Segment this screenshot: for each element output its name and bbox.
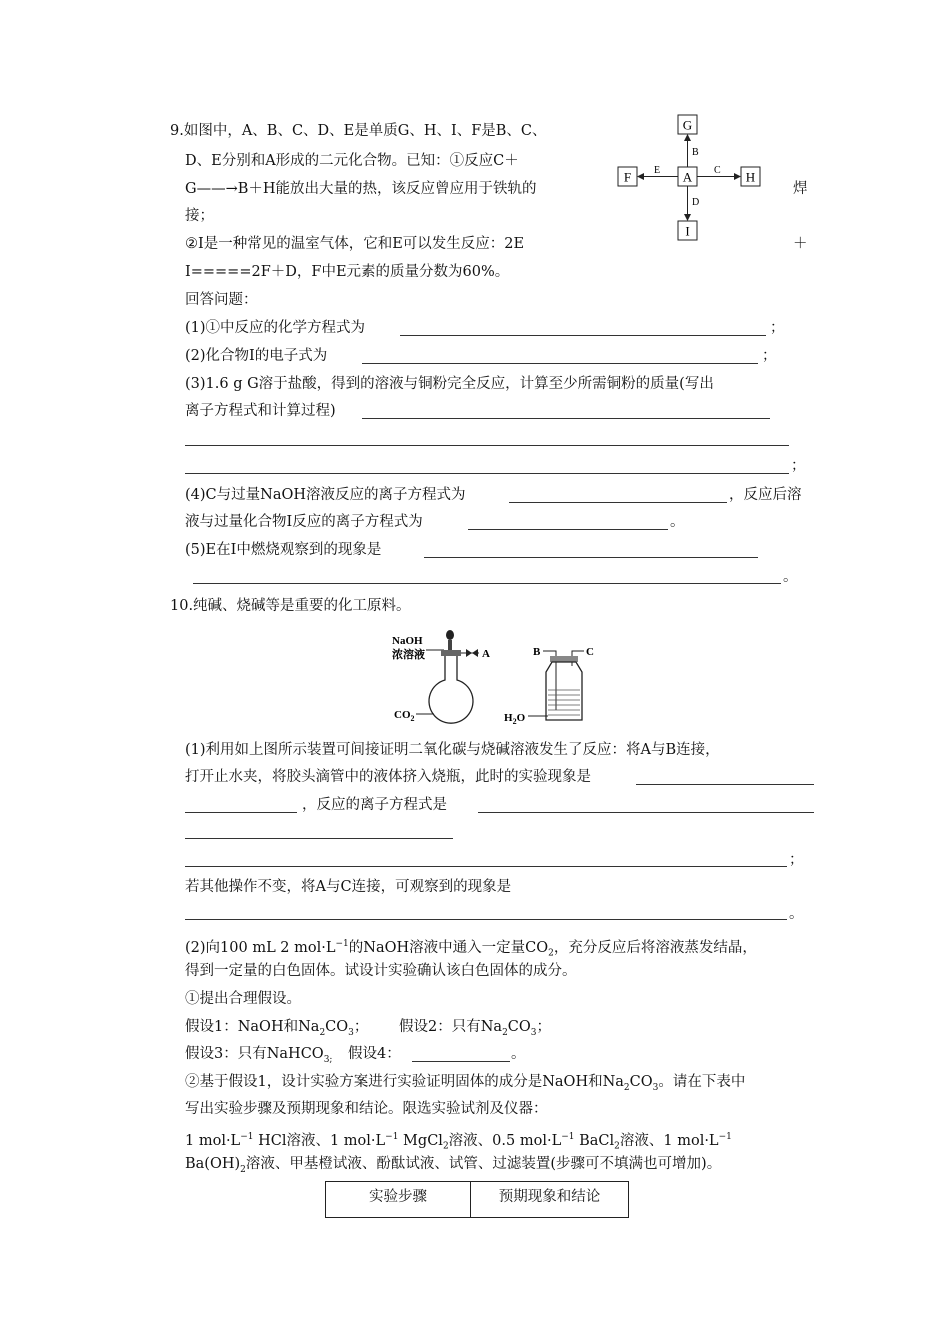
- hypothesis-2: 假设2：只有$Na_2CO_3$；: [399, 1019, 552, 1038]
- q9-line-5: ②I是一种常见的温室气体，它和E可以发生反应：2E: [185, 236, 525, 252]
- answer-line[interactable]: [185, 866, 787, 867]
- table-header-row: [326, 1182, 629, 1218]
- label-naoh: NaOH: [392, 635, 423, 647]
- box-G: [678, 115, 697, 134]
- answer-line[interactable]: [468, 529, 668, 530]
- label-A: A: [482, 648, 490, 660]
- dropper-bulb: [446, 630, 454, 640]
- q10-s1d-end: 。: [789, 906, 804, 922]
- header-results: 预期现象和结论: [471, 1182, 629, 1218]
- svg-text:I: I: [685, 223, 690, 239]
- box-F: [618, 167, 637, 186]
- arrow-label-D: D: [692, 197, 700, 208]
- arrow-label-B: B: [692, 147, 699, 158]
- box-H: [741, 167, 760, 186]
- arrow-label-E: E: [654, 165, 661, 176]
- answer-line[interactable]: [362, 418, 770, 419]
- q9-part-3b: 离子方程式和计算过程): [185, 403, 336, 419]
- q10-s2d: ②基于假设1，设计实验方案进行实验证明固体的成分是NaOH和$Na_2CO_3$。请在下表中: [185, 1074, 746, 1093]
- flask: [429, 656, 473, 723]
- q9-part-3-end: ；: [791, 458, 806, 474]
- q9-line-7: 回答问题：: [185, 292, 258, 308]
- reagents-line-1: 1 $mol\cdot L^{-1}$ HCl溶液、1 $mol\cdot L^{-1}$ MgCl$_2$溶液、0.5 $mol\cdot L^{-1}$ BaCl$_2$溶液、1 $mol\cdot L^{-1}$: [185, 1132, 732, 1152]
- experiment-table: [325, 1181, 629, 1218]
- q10-title: 10.纯碱、烧碱等是重要的化工原料。: [170, 598, 411, 614]
- svg-text:G: G: [682, 117, 693, 133]
- answer-line[interactable]: [185, 919, 787, 920]
- q10-s1-end: ；: [789, 852, 804, 868]
- hypothesis-4: 假设4：: [348, 1046, 401, 1062]
- svg-text:H: H: [745, 169, 756, 185]
- answer-line[interactable]: [193, 583, 781, 584]
- arrow-label-C: C: [714, 165, 721, 176]
- answer-line[interactable]: [509, 502, 727, 503]
- bottle-stopper: [550, 656, 578, 662]
- q10-s1c: ，反应的离子方程式是: [302, 797, 447, 813]
- q9-line-4: 接；: [185, 208, 214, 224]
- label-co2: $CO_2$: [394, 709, 415, 723]
- q9-line-3: G——→B＋H能放出大量的热，该反应曾应用于铁轨的: [185, 181, 537, 197]
- header-steps: 实验步骤: [326, 1182, 471, 1218]
- q9-line-2: D、E分别和A形成的二元化合物。已知：①反应C＋: [185, 153, 519, 169]
- q10-s1a: (1)利用如上图所示装置可间接证明二氧化碳与烧碱溶液发生了反应：将A与B连接，: [185, 742, 720, 758]
- clamp-icon: [466, 649, 478, 657]
- q10-s2c: ①提出合理假设。: [185, 991, 301, 1007]
- box-A: [678, 167, 697, 186]
- q10-s2e: 写出实验步骤及预期现象和结论。限选实验试剂及仪器：: [185, 1101, 548, 1117]
- q10-s2a: (2)向100 mL 2 $mol\cdot L^{-1}$的NaOH溶液中通入一定量$CO_2$，充分反应后将溶液蒸发结晶，: [185, 939, 757, 959]
- answer-line[interactable]: [478, 812, 814, 813]
- answer-line[interactable]: [185, 445, 789, 446]
- q9-line-5-tail: ＋: [793, 236, 808, 252]
- q10-s1b: 打开止水夹，将胶头滴管中的液体挤入烧瓶，此时的实验现象是: [185, 769, 591, 785]
- q9-part-5-end: 。: [783, 569, 798, 585]
- gas-bottle: [546, 662, 582, 720]
- box-I: [678, 221, 697, 240]
- q9-line-3-tail: 焊: [793, 181, 808, 197]
- q9-part-1-end: ；: [770, 320, 785, 336]
- q9-part-2: (2)化合物I的电子式为: [185, 348, 328, 364]
- q9-part-5: (5)E在I中燃烧观察到的现象是: [185, 542, 382, 558]
- q9-line-1: 9.如图中，A、B、C、D、E是单质G、H、I、F是B、C、: [170, 123, 547, 139]
- q9-part-3a: (3)1.6 g G溶于盐酸，得到的溶液与铜粉完全反应，计算至少所需铜粉的质量(写出: [185, 376, 714, 392]
- q9-part-4a-tail: ，反应后溶: [729, 487, 802, 503]
- q9-part-4b: 液与过量化合物I反应的离子方程式为: [185, 514, 423, 530]
- svg-text:F: F: [623, 169, 632, 185]
- answer-line[interactable]: [185, 812, 297, 813]
- label-B: B: [533, 646, 541, 658]
- q9-part-1: (1)①中反应的化学方程式为: [185, 320, 366, 336]
- reagents-line-2: $Ba(OH)_2$溶液、甲基橙试液、酚酞试液、试管、过滤装置(步骤可不填满也可增加)。: [185, 1156, 722, 1175]
- answer-line[interactable]: [185, 838, 453, 839]
- answer-line[interactable]: [424, 557, 758, 558]
- answer-line[interactable]: [400, 335, 766, 336]
- answer-line[interactable]: [412, 1061, 510, 1062]
- q9-part-4b-end: 。: [670, 514, 685, 530]
- label-solution: 浓溶液: [392, 649, 425, 661]
- apparatus-figure: [386, 628, 606, 728]
- stopper: [441, 650, 461, 656]
- water-level: [548, 690, 580, 715]
- svg-text:A: A: [682, 169, 693, 185]
- answer-line[interactable]: [362, 363, 758, 364]
- label-C: C: [586, 646, 594, 658]
- q9-part-4a: (4)C与过量NaOH溶液反应的离子方程式为: [185, 487, 466, 503]
- q10-s1d: 若其他操作不变，将A与C连接，可观察到的现象是: [185, 879, 512, 895]
- q10-s2b: 得到一定量的白色固体。试设计实验确认该白色固体的成分。: [185, 963, 577, 979]
- label-h2o: $H_2O$: [504, 712, 526, 726]
- hypothesis-1: 假设1：NaOH和$Na_2CO_3$；: [185, 1019, 369, 1038]
- answer-line[interactable]: [185, 473, 789, 474]
- reaction-diagram: [612, 112, 772, 244]
- q9-part-2-end: ；: [762, 348, 777, 364]
- q9-line-6: I=====2F＋D，F中E元素的质量分数为60%。: [185, 264, 510, 280]
- answer-line[interactable]: [636, 784, 814, 785]
- hypothesis-3: 假设3：只有NaHCO$_{3;}$: [185, 1046, 333, 1065]
- hypothesis-4-end: 。: [511, 1046, 526, 1062]
